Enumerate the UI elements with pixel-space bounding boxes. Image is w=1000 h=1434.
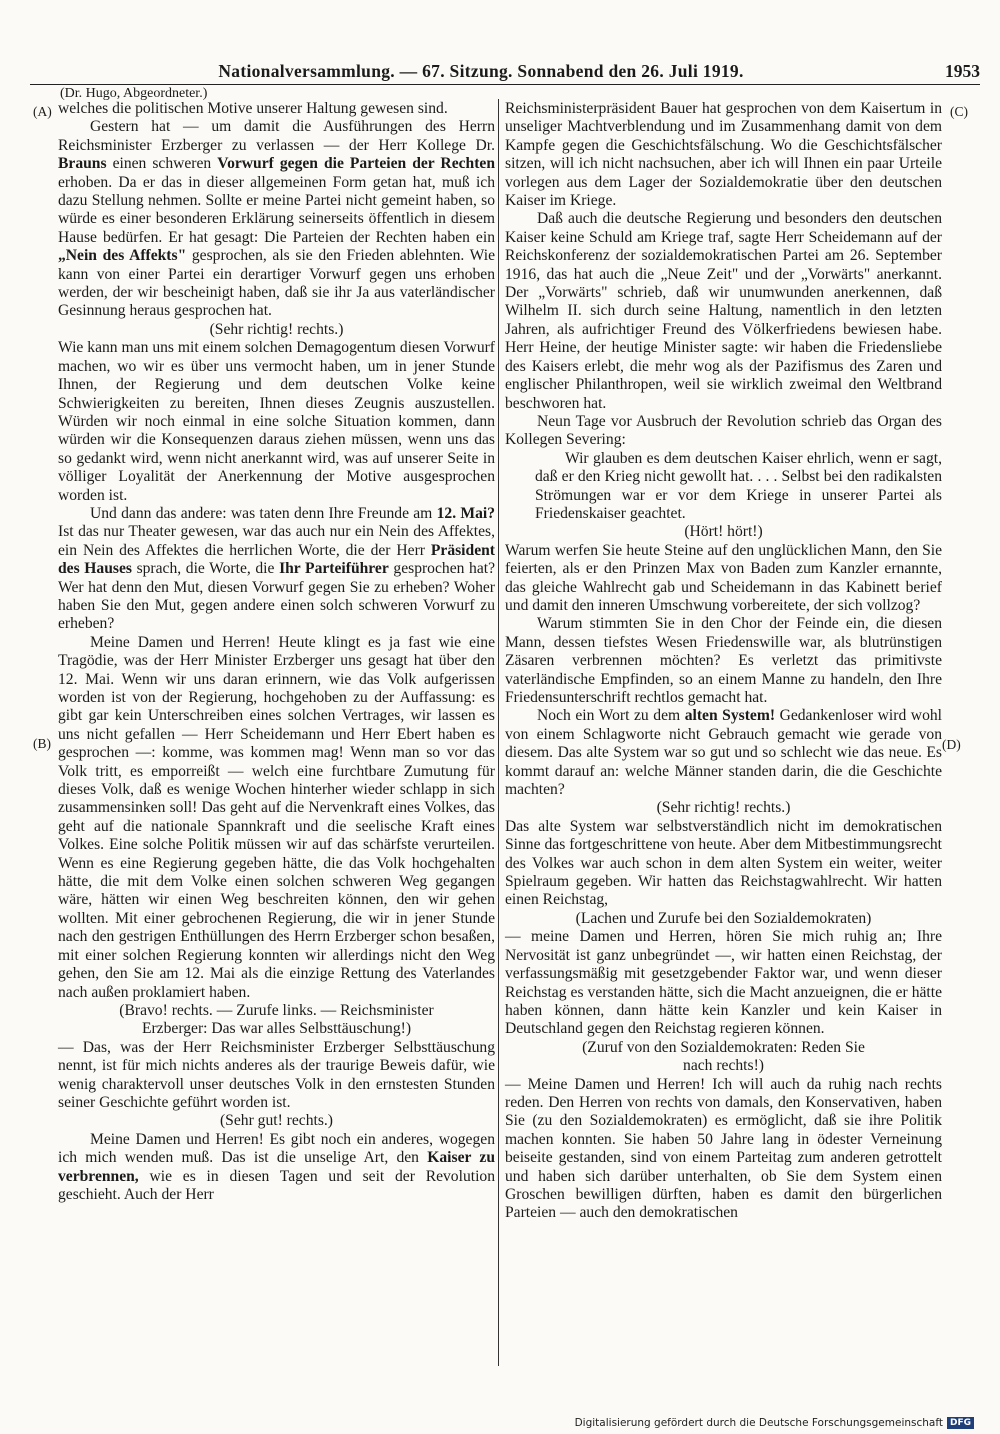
funding-footer xyxy=(575,1417,974,1429)
margin-marker-b: (B) xyxy=(33,736,51,751)
interjection: (Sehr richtig! rechts.) xyxy=(656,799,791,817)
paragraph: Noch ein Wort zu dem alten System! Gedankenloser wird wohl von einem Schlagworte nicht Gebrauch gemacht wie gerade von diesem. Das alte System war so gut und so schlecht wie das neue. Es kommt darauf an: welche Männer standen darin, die die Geschichte machten? xyxy=(505,707,942,799)
paragraph: Gestern hat — um damit die Ausführungen des Herrn Reichsminister Erzberger zu verlassen — der Herr Kollege Dr. Brauns einen schweren Vorwurf gegen die Parteien der Rechten erhoben. Da er das in dieser allgemeinen Form getan hat, muß ich dazu Stellung nehmen. Sollte er meine Partei nicht gemeint haben, so würde es einer besonderen Erklärung seinerseits öffentlich in diesem Hause bedürfen. Er hat gesagt: Die Parteien der Rechten haben ein „Nein des Affekts" gesprochen, als sie den Frieden ablehnten. Wie kann von einer Partei ein derartiger Vorwurf gegen uns erhoben werden, der wir bescheinigt haben, daß sie ihr Ja aus vaterländischer Gesinnung heraus gesprochen hat. xyxy=(58,118,495,320)
paragraph: Daß auch die deutsche Regierung und besonders den deutschen Kaiser keine Schuld am Kriege traf, sagte Herr Scheidemann auf der Reichskonferenz der sozialdemokratischen Partei am 26. September 1916, das hat auch die „Neue Zeit" und der „Vorwärts" anerkannt. Der „Vorwärts" schrieb, daß wir unumwunden anerkennen, daß Wilhelm II. sich durch seine Haltung, namentlich in den letzten Jahren, als aufrichtiger Freund des Völkerfriedens bewiesen habe. Herr Heine, der heutige Minister sagte: wir haben die Friedensliebe des Kaisers erlebt, die mehr wog als der Pazifismus des Zaren und englischer Philanthropen, weil sie wirklich zweimal den Weltbrand beschworen hat. xyxy=(505,210,942,412)
paragraph: Warum stimmten Sie in den Chor der Feinde ein, die diesen Mann, dessen tiefstes Wesen Friedenswille war, als blutrünstigen Zäsaren verbrennen möchten? Es verletzt das primitivste vaterländische Empfinden, so an einem Manne zu handeln, den Ihre Friedensunterschrift rechtlos gemacht hat. xyxy=(505,615,942,706)
header-rule xyxy=(30,84,980,85)
quotation: Wir glauben es dem deutschen Kaiser ehrlich, wenn er sagt, daß er den Krieg nicht gewollt hat. . . . Selbst bei den radikalsten Strömungen war er vor dem Kriege in unserer Partei als Friedenskaiser geachtet. xyxy=(535,449,942,522)
paragraph: welches die politischen Motive unserer Haltung gewesen sind. xyxy=(58,100,448,117)
footer-text: Digitalisierung gefördert durch die Deutsche Forschungsgemeinschaft xyxy=(574,1417,943,1429)
margin-marker-d: (D) xyxy=(942,737,961,752)
paragraph: Meine Damen und Herren! Heute klingt es ja fast wie eine Tragödie, was der Herr Minister Erzberger uns gesagt hat über den 12. Mai. Wenn wir uns daran erinnern, wie das Volk aufgerissen worden ist von der Regierung, hochgehoben zu der Auffassung: es gibt gar kein Unterschreiben eines solchen Vertrages, wir lassen es uns nicht gefallen — Herr Scheidemann und Herr Ebert haben es gesprochen —: komme, was kommen mag! Wenn man so vor das Volk tritt, es emporreißt — welch eine furchtbare Zumutung für dieses Volk, daß es wenige Wochen hinterher wieder schlapp in sich zusammensinken soll! Das geht auf die Nervenkraft eines Volkes, das geht auf die nationale Spannkraft und die seelische Kraft eines Volkes. Eine solche Politik müssen wir auf das schärfste verurteilen. Wenn es eine Regierung gegeben hätte, die das Volk hochgehalten hätte, die mit dem Volke einen solchen schweren Weg gegangen wäre, hätten wir einen Weg beschreiten können, den wir gehen wollten. Mit einer gebrochenen Regierung, die wir in jener Stunde nach den gestrigen Enthüllungen des Herrn Erzberger schon besaßen, mit einer solchen Regierung konnten wir allerdings nicht den Weg gehen, den Sie am 12. Mai als die einzige Rettung des Vaterlandes nach außen proklamiert haben. xyxy=(58,633,495,1001)
right-column xyxy=(505,100,942,1223)
paragraph: Meine Damen und Herren! Es gibt noch ein anderes, wogegen ich mich wenden muß. Das ist die unselige Art, den Kaiser zu verbrennen, wie es in diesen Tagen und seit der Revolution geschieht. Auch der Herr xyxy=(58,1130,495,1203)
column-divider xyxy=(498,99,499,1366)
interjection: (Sehr richtig! rechts.) xyxy=(209,320,344,338)
paragraph: Wie kann man uns mit einem solchen Demagogentum diesen Vorwurf machen, wo wir es über uns vermocht haben, um in jener Stunde Ihnen, der Regierung und dem deutschen Volke keine Schwierigkeiten zu bereiten, Ihnen dieses Zeugnis auszustellen. Würden wir noch einmal in eine solche Situation kommen, dann würden wir die Konsequenzen daraus ziehen müssen, wenn uns das so gedankt wird, wenn nicht anerkannt wird, was auf unserer Seite in völliger Loyalität der Anerkennung der Motive ausgesprochen worden ist. xyxy=(58,339,495,504)
margin-marker-c: (C) xyxy=(950,104,968,119)
interjection: (Bravo! rechts. — Zurufe links. — Reichsminister xyxy=(119,1001,434,1019)
interjection: (Lachen und Zurufe bei den Sozialdemokraten) xyxy=(575,909,872,927)
interjection: (Hört! hört!) xyxy=(684,523,763,541)
speaker-line: (Dr. Hugo, Abgeordneter.) xyxy=(60,86,208,101)
paragraph: — Das, was der Herr Reichsminister Erzberger Selbsttäuschung nennt, ist für mich nichts anderes als der traurige Beweis dafür, wie wenig charaktervoll unser deutsches Volk in den ernstesten Stunden seiner Geschichte geführt worden ist. xyxy=(58,1038,495,1111)
paragraph: — meine Damen und Herren, hören Sie mich ruhig an; Ihre Nervosität ist ganz unbegründet —, wir hatten einen Reichstag, der verfassungsmäßig mit gesetzgebender Faktor war, und wenn dieser Reichstag es verstanden hätte, sich die Macht anzueignen, die er hätte haben können, dann hätte kein Kanzler und kein Kaiser in Deutschland gegen den Reichstag regieren können. xyxy=(505,928,942,1038)
page-header xyxy=(30,52,980,82)
interjection: (Sehr gut! rechts.) xyxy=(219,1112,334,1130)
paragraph: Das alte System war selbstverständlich nicht im demokratischen Sinne das fortgeschrittene von heute. Aber dem Mitbestimmungsrecht des Volkes war auch schon in dem alten System ein weiter, weiter Spielraum gegeben. Wir hatten das Reichstagwahlrecht. Wir hatten einen Reichstag, xyxy=(505,817,942,909)
paragraph: — Meine Damen und Herren! Ich will auch da ruhig nach rechts reden. Den Herren von rechts von damals, den Konservativen, haben Sie (zu den Sozialdemokraten) es ermöglicht, daß sie ihre Politik machen konnten. Sie haben 50 Jahre lang in ödester Verneinung beiseite gestanden, sind von einem Parteitag zum anderen getrottelt und haben sich darüber unterhalten, ob Sie dem System einen Groschen bewilligen dürften, haben es damit den bürgerlichen Parteien — auch den demokratischen xyxy=(505,1075,942,1222)
left-column xyxy=(58,100,495,1204)
margin-marker-a: (A) xyxy=(33,104,52,119)
running-title: Nationalversammlung. — 67. Sitzung. Sonnabend den 26. Juli 1919. xyxy=(218,61,744,81)
dfg-logo-icon: DFG xyxy=(947,1417,974,1429)
paragraph: Reichsministerpräsident Bauer hat gesprochen von dem Kaisertum in unseliger Machtverblendung und im Zusammenhang damit von dem Kampfe gegen die Geschichtsfälschung. Wo die Geschichtsfälscher sitzen, will ich nicht nachsuchen, aber ich will Ihnen ein paar Urteile vorlegen aus dem Lager der Sozialdemokratie über den deutschen Kaiser im Kriege. xyxy=(505,100,942,210)
interjection: (Zuruf von den Sozialdemokraten: Reden Sie xyxy=(582,1038,865,1056)
paragraph: Warum werfen Sie heute Steine auf den unglücklichen Mann, den Sie feierten, als er den Prinzen Max von Baden zum Kanzler ernannte, das gleiche Wahlrecht gab und Scheidemann in das Kabinett berief und damit den inneren Umschwung vorbereitete, der sich vollzog? xyxy=(505,541,942,614)
page-number: 1953 xyxy=(945,61,980,81)
paragraph: Neun Tage vor Ausbruch der Revolution schrieb das Organ des Kollegen Severing: xyxy=(505,412,942,449)
interjection: Erzberger: Das war alles Selbsttäuschung!) xyxy=(141,1020,412,1038)
paragraph: Und dann das andere: was taten denn Ihre Freunde am 12. Mai? Ist das nur Theater gewesen, war das auch nur ein Nein des Affektes, ein Nein des Affektes die herrlichen Worte, die der Herr Präsident des Hauses sprach, die Worte, die Ihr Parteiführer gesprochen hat? Wer hat denn den Mut, diesen Vorwurf gegen Sie zu erheben? Woher haben Sie den Mut, gegen andere einen solch schweren Vorwurf zu erheben? xyxy=(58,504,496,633)
interjection: nach rechts!) xyxy=(683,1057,764,1075)
